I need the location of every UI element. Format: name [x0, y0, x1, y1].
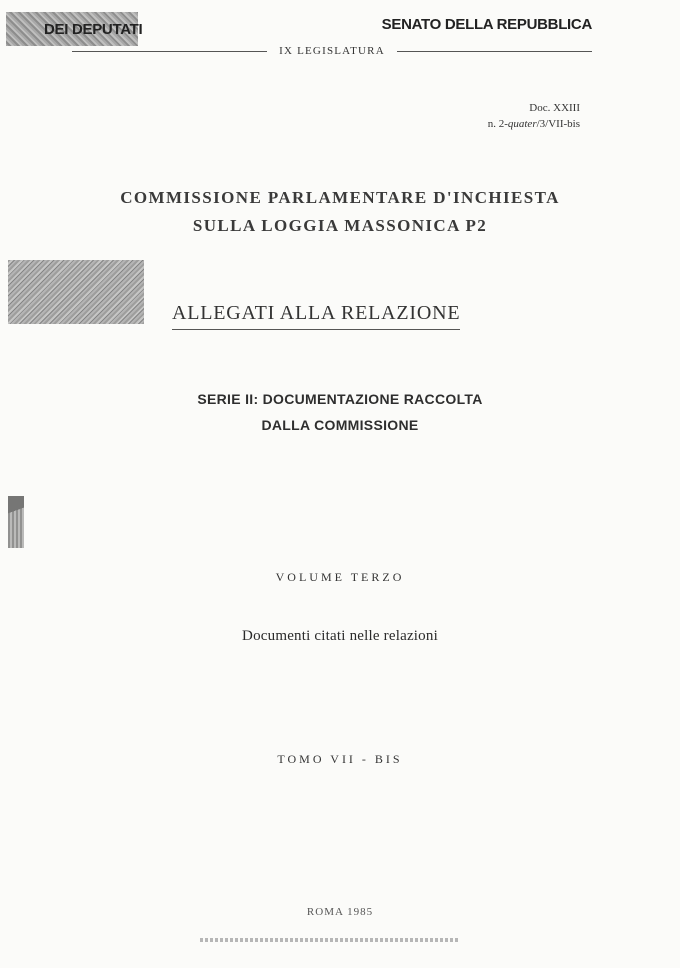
commission-title-line2: SULLA LOGGIA MASSONICA P2 [192, 216, 488, 235]
commission-title [40, 184, 640, 240]
doc-subnumber: n. 2-quater/3/VII-bis [487, 118, 580, 130]
header-camera [6, 12, 236, 46]
doc-number: Doc. XXIII [529, 102, 580, 114]
header-senato: SENATO DELLA REPUBBLICA [381, 16, 592, 33]
divider-left [72, 51, 267, 52]
tomo-label: TOMO VII - BIS [277, 752, 403, 766]
header-camera-label: DEI DEPUTATI [44, 20, 143, 38]
allegati-heading: ALLEGATI ALLA RELAZIONE [172, 302, 460, 330]
divider-right [397, 51, 592, 52]
series-heading [130, 386, 550, 438]
footer-place-year: ROMA 1985 [306, 906, 374, 918]
commission-title-line1: COMMISSIONE PARLAMENTARE D'INCHIESTA [120, 188, 560, 207]
series-line1: SERIE II: DOCUMENTAZIONE RACCOLTA [197, 391, 483, 407]
legislature-row [72, 44, 592, 58]
volume-subtitle: Documenti citati nelle relazioni [242, 628, 438, 644]
volume-label: VOLUME TERZO [275, 570, 405, 584]
scan-smudge-2 [8, 260, 144, 324]
scan-mark [8, 496, 24, 548]
printer-line [200, 938, 460, 942]
series-line2: DALLA COMMISSIONE [261, 417, 419, 433]
document-reference [488, 100, 580, 132]
legislature-label: IX LEGISLATURA [279, 45, 385, 57]
